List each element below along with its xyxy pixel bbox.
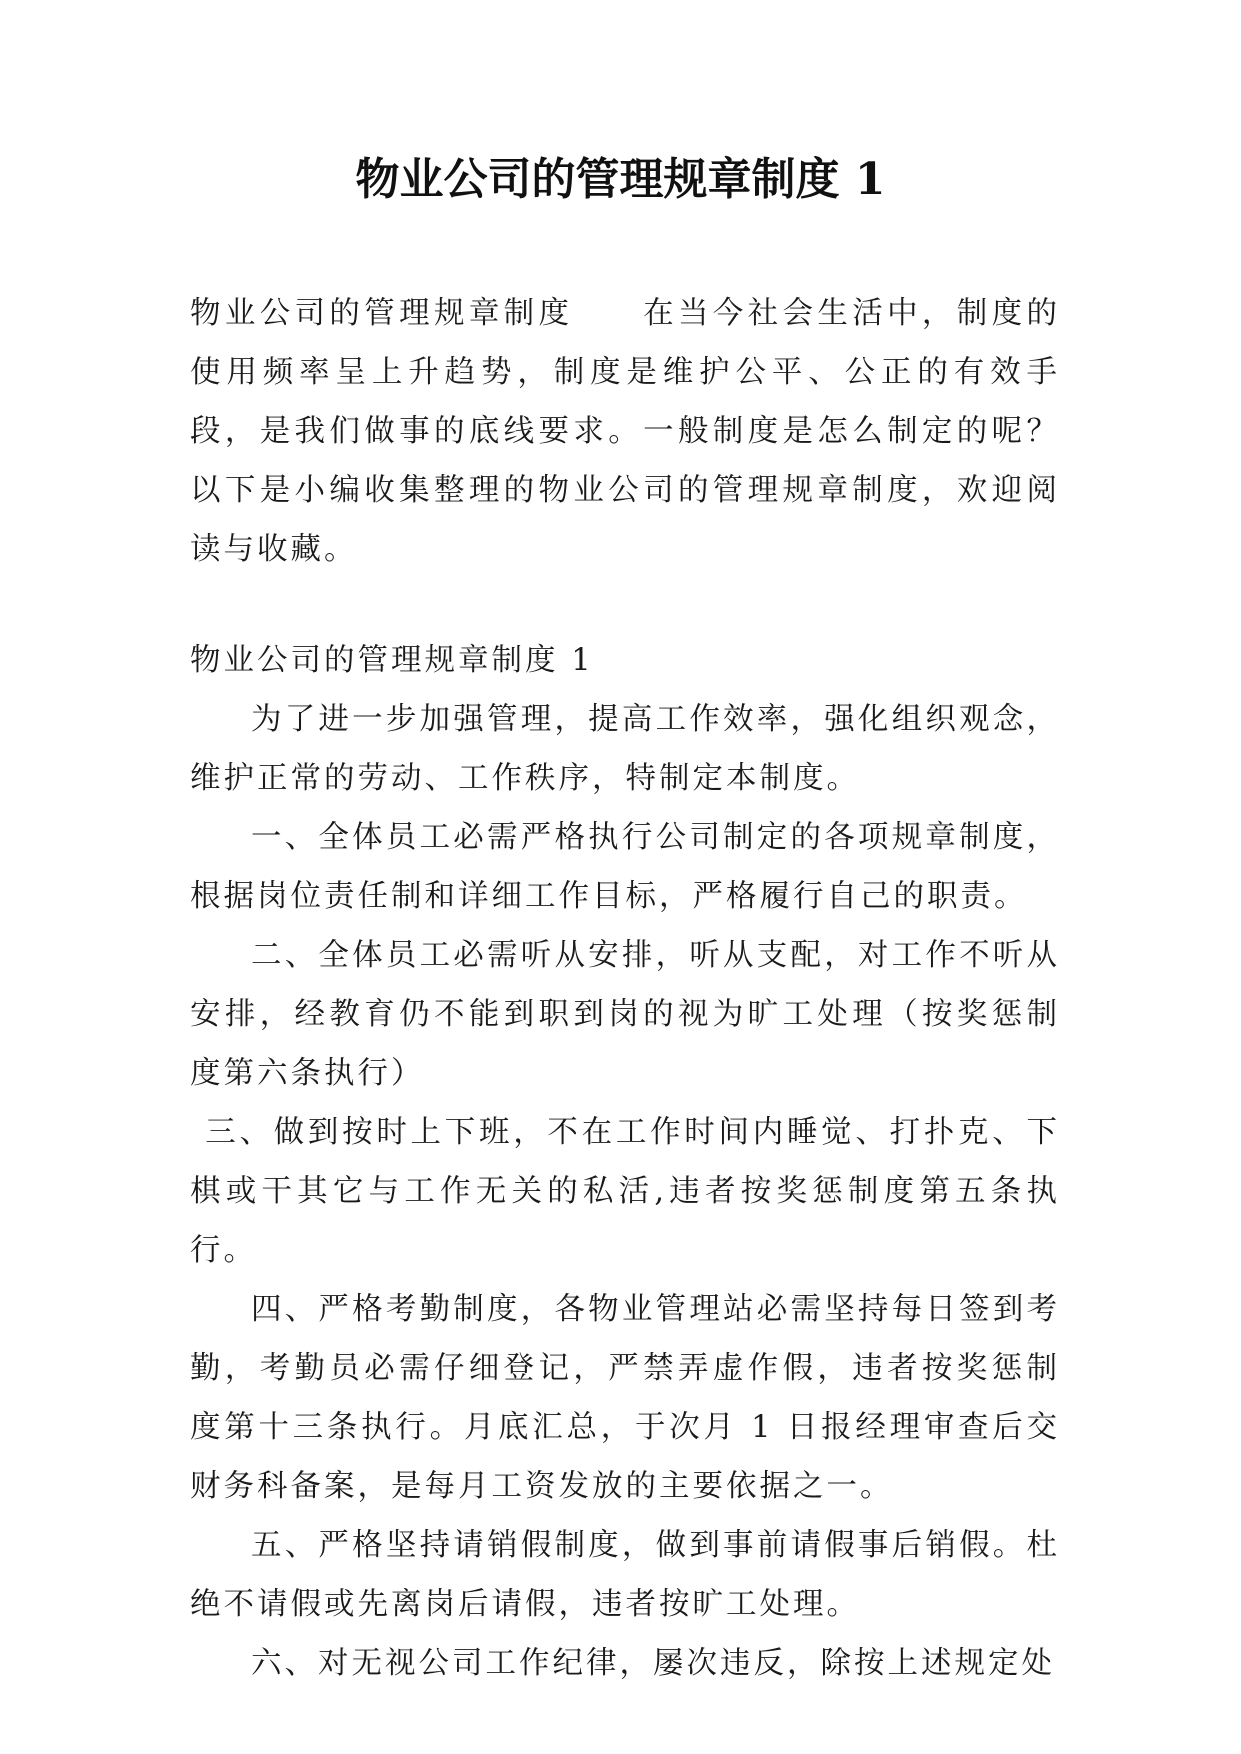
section-heading: 物业公司的管理规章制度 1	[190, 643, 594, 678]
paragraph-rule-5: 五、严格坚持请销假制度，做到事前请假事后销假。杜绝不请假或先离岗后请假，违者按旷工处理。	[190, 1528, 1060, 1622]
document-body	[190, 284, 1060, 1693]
document-title: 物业公司的管理规章制度 1	[355, 154, 886, 205]
paragraph-rule-6: 六、对无视公司工作纪律，屡次违反，除按上述规定处	[251, 1646, 1055, 1681]
paragraph-rule-2: 二、全体员工必需听从安排，听从支配，对工作不听从安排，经教育仍不能到职到岗的视为旷工处理（按奖惩制度第六条执行）	[190, 938, 1060, 1091]
paragraph-rule-4: 四、严格考勤制度，各物业管理站必需坚持每日签到考勤，考勤员必需仔细登记，严禁弄虚作假，违者按奖惩制度第十三条执行。月底汇总，于次月 1 日报经理审查后交财务科备案，是每月工资发放的主要依据之一。	[190, 1292, 1060, 1504]
paragraph-rule-1: 一、全体员工必需严格执行公司制定的各项规章制度，根据岗位责任制和详细工作目标，严格履行自己的职责。	[190, 820, 1060, 914]
paragraph-rule-3: 三、做到按时上下班，不在工作时间内睡觉、打扑克、下棋或干其它与工作无关的私活,违者按奖惩制度第五条执行。	[190, 1115, 1060, 1268]
paragraph-purpose: 为了进一步加强管理，提高工作效率，强化组织观念，维护正常的劳动、工作秩序，特制定本制度。	[190, 702, 1060, 796]
intro-paragraph: 物业公司的管理规章制度 在当今社会生活中，制度的使用频率呈上升趋势，制度是维护公平、公正的有效手段，是我们做事的底线要求。一般制度是怎么制定的呢？以下是小编收集整理的物业公司的管理规章制度，欢迎阅读与收藏。	[190, 296, 1060, 567]
